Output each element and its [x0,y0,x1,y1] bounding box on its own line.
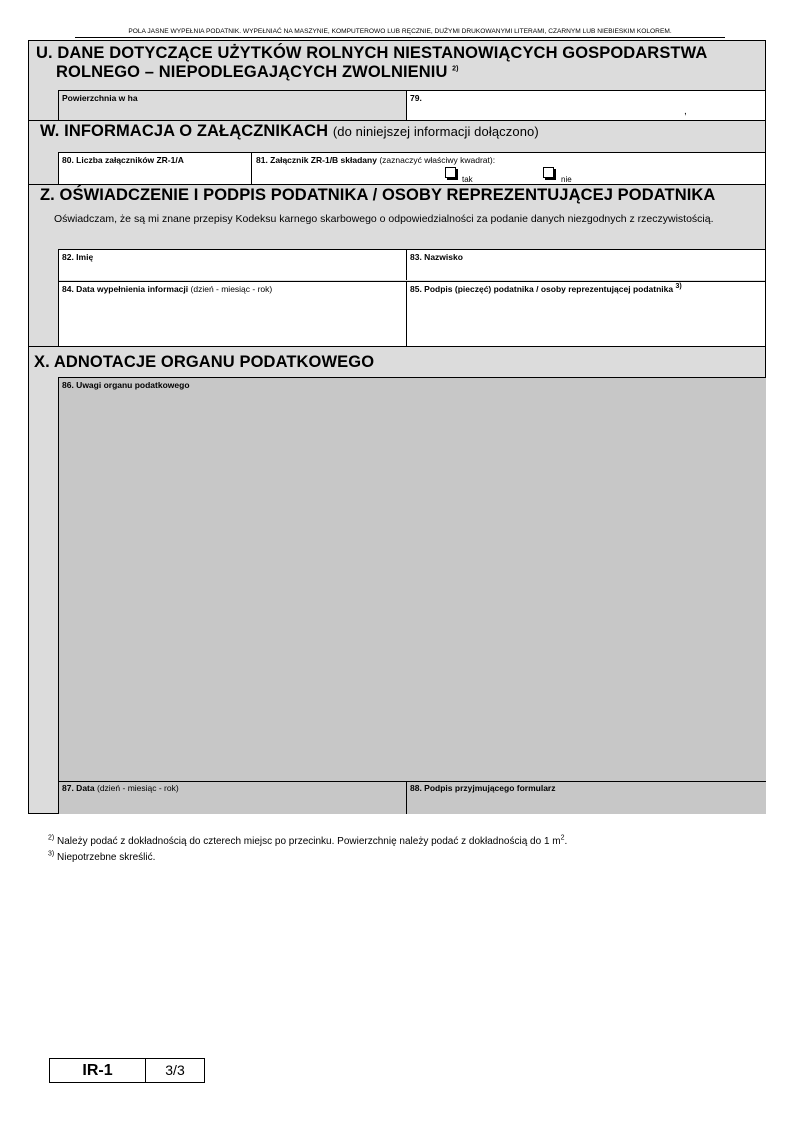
field-79-area-input[interactable] [406,91,765,120]
field-85-label: 85. Podpis (pieczęć) podatnika / osoby reprezentującej podatnika [410,284,674,294]
page-number-box: 3/3 [145,1058,205,1083]
footnote-2-mark: 2) [48,834,55,842]
footnote-3-text: Niepotrzebne skreślić. [57,852,156,863]
field-88-label: 88. Podpis przyjmującego formularz [410,783,556,793]
field-84-label-wrap [62,284,272,294]
footnote-2-superscript: 2 [560,834,565,842]
footnote-2 [48,836,567,847]
field-83-label: 83. Nazwisko [410,252,463,262]
header-note: POLA JASNE WYPEŁNIA PODATNIK. WYPEŁNIAĆ NA MASZYNIE, KOMPUTEROWO LUB RĘCZNIE, DUŻYMI DRUKOWANYMI LITERAMI, CZARNYM LUB NIEBIESKIM KOLOREM. [128,28,672,35]
field-85-footnote-ref: 3) [675,283,682,291]
field-85-label-wrap [410,284,682,294]
field-87-label: 87. Data [62,783,95,793]
section-z-title: Z. OŚWIADCZENIE I PODPIS PODATNIKA / OSOBY REPREZENTUJĄCEJ PODATNIKA [40,186,716,204]
section-z-statement: Oświadczam, że są mi znane przepisy Kodeksu karnego skarbowego o odpowiedzialności za podanie danych niezgodnych z rzeczywistością. [54,213,714,225]
field-84-hint: (dzień - miesiąc - rok) [190,284,273,294]
field-80-label: 80. Liczba załączników ZR-1/A [62,155,184,165]
field-86-office-remarks [58,377,766,781]
section-w-title-text: W. INFORMACJA O ZAŁĄCZNIKACH [40,122,329,140]
section-w-title [40,122,539,141]
footnote-3 [48,852,155,863]
field-81-label-wrap [256,155,495,165]
header-underline [75,37,725,38]
section-w-top-border [28,120,766,121]
field-87-hint: (dzień - miesiąc - rok) [96,783,179,793]
section-x-title: X. ADNOTACJE ORGANU PODATKOWEGO [34,353,375,371]
section-u-title-line1: U. DANE DOTYCZĄCE UŻYTKÓW ROLNYCH NIESTANOWIĄCYCH GOSPODARSTWA [36,44,708,62]
checkbox-no[interactable] [543,167,554,178]
checkbox-yes-label: tak [462,175,473,184]
field-82-first-name[interactable] [59,250,406,280]
field-81-hint: (zaznaczyć właściwy kwadrat): [379,155,496,165]
footnote-2-end: . [564,836,568,847]
section-x-top-border [28,346,766,347]
field-86-label: 86. Uwagi organu podatkowego [62,380,190,390]
field-79-decimal-comma: , [684,106,687,117]
section-u-title-line2-wrap [36,63,756,82]
section-u-inner-left [58,90,59,120]
field-82-label: 82. Imię [62,252,94,262]
form-code-box: IR-1 [49,1058,146,1083]
section-z-top-border [28,184,766,185]
footnote-3-mark: 3) [48,850,55,858]
checkbox-no-label: nie [561,175,572,184]
field-84-label: 84. Data wypełnienia informacji [62,284,189,294]
area-label: Powierzchnia w ha [62,93,138,103]
section-u-title [36,44,756,82]
field-79-label: 79. [410,93,422,103]
field-87-label-wrap [62,783,179,793]
section-w-title-suffix: (do niniejszej informacji dołączono) [332,124,539,139]
footnote-2-text: Należy podać z dokładnością do czterech miejsc po przecinku. Powierzchnię należy podać z dokładnością do 1 m [57,836,561,847]
section-u-title-line2: ROLNEGO – NIEPODLEGAJĄCYCH ZWOLNIENIU [56,63,448,81]
checkbox-yes[interactable] [445,167,456,178]
field-81-label: 81. Załącznik ZR-1/B składany [256,155,377,165]
section-u-footnote-ref: 2) [452,65,459,73]
